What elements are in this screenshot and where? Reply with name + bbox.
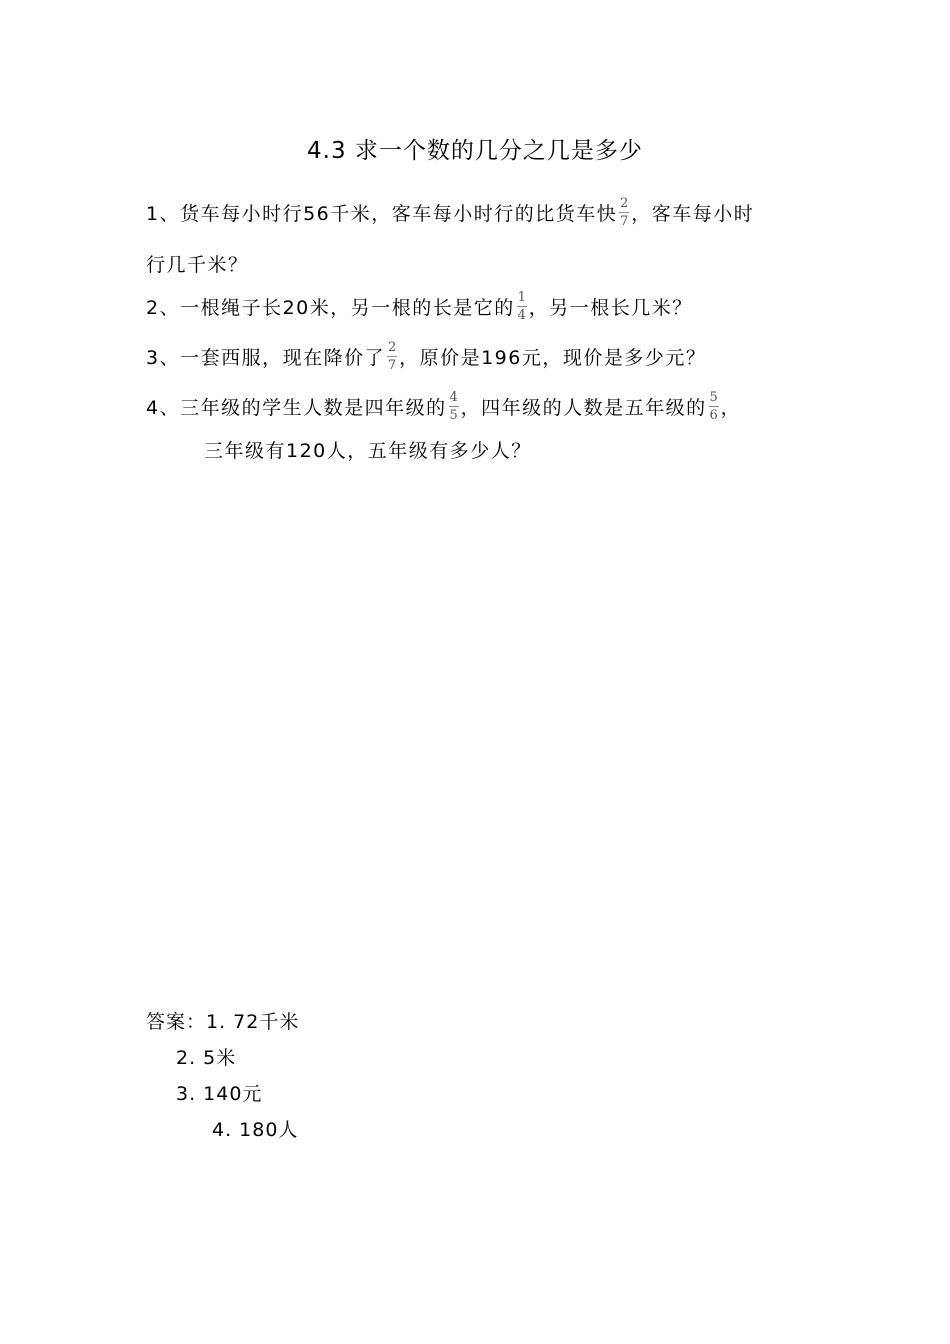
answer-item: 1. 72千米 bbox=[206, 1011, 300, 1033]
fraction-numerator: 2 bbox=[620, 196, 629, 211]
fraction-numerator: 5 bbox=[709, 390, 718, 405]
fraction bbox=[517, 290, 527, 323]
fraction-denominator: 7 bbox=[387, 358, 397, 373]
question-1-text-b: ，客车每小时 bbox=[631, 203, 755, 225]
answer-item: 2. 5米 bbox=[176, 1047, 237, 1069]
fraction-bar bbox=[387, 356, 397, 357]
question-4-line-1 bbox=[146, 390, 741, 423]
fraction-numerator: 2 bbox=[387, 340, 397, 355]
question-1-line-2 bbox=[146, 250, 249, 277]
page-title: 4.3 求一个数的几分之几是多少 bbox=[307, 138, 643, 164]
fraction-numerator: 1 bbox=[517, 290, 526, 305]
fraction-bar bbox=[517, 306, 527, 307]
answer-item: 4. 180人 bbox=[212, 1119, 299, 1141]
fraction-bar bbox=[619, 212, 629, 213]
question-4-text-a: 4、三年级的学生人数是四年级的 bbox=[146, 397, 447, 419]
question-3-text-b: ，原价是196元，现价是多少元？ bbox=[399, 347, 707, 369]
fraction bbox=[619, 196, 629, 229]
fraction bbox=[387, 340, 397, 373]
fraction-denominator: 7 bbox=[620, 214, 629, 229]
fraction-numerator: 4 bbox=[449, 390, 458, 405]
question-3 bbox=[146, 340, 706, 373]
question-2 bbox=[146, 290, 693, 323]
question-1-text-a: 1、货车每小时行56千米，客车每小时行的比货车快 bbox=[146, 203, 618, 225]
question-1-line-1 bbox=[146, 196, 754, 229]
fraction-bar bbox=[449, 406, 459, 407]
fraction bbox=[449, 390, 459, 423]
question-2-text-a: 2、一根绳子长20米，另一根的长是它的 bbox=[146, 297, 515, 319]
question-4-text-b: ，四年级的人数是五年级的 bbox=[460, 397, 707, 419]
answers-row-1 bbox=[146, 1007, 299, 1034]
fraction-bar bbox=[709, 406, 719, 407]
question-3-text-a: 3、一套西服，现在降价了 bbox=[146, 347, 386, 369]
question-4-text-d: 三年级有120人，五年级有多少人？ bbox=[204, 440, 532, 462]
question-4-line-2 bbox=[204, 436, 532, 463]
question-2-text-b: ，另一根长几米？ bbox=[528, 297, 693, 319]
answer-item: 3. 140元 bbox=[176, 1083, 263, 1105]
fraction bbox=[709, 390, 719, 423]
answers-label: 答案： bbox=[146, 1011, 207, 1033]
fraction-denominator: 6 bbox=[709, 408, 718, 423]
question-1-text-c: 行几千米？ bbox=[146, 254, 249, 276]
fraction-denominator: 4 bbox=[517, 308, 526, 323]
question-4-text-c: ， bbox=[720, 397, 742, 419]
fraction-denominator: 5 bbox=[449, 408, 458, 423]
